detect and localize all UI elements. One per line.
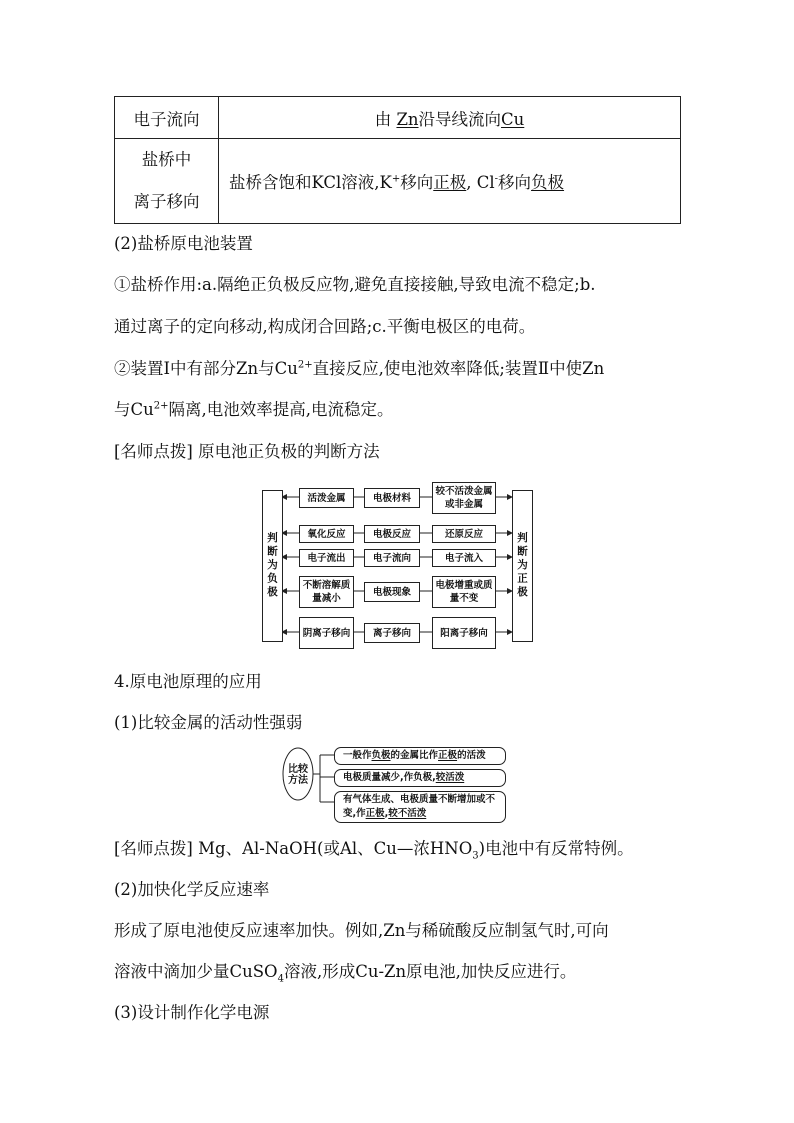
text: 判断为负极	[266, 532, 278, 600]
negative-term: 负极	[531, 173, 565, 192]
paragraph-line: 形成了原电池使反应速率加快。例如,Zn与稀硫酸反应制氢气时,可向	[114, 921, 609, 940]
left-box: 氧化反应	[299, 525, 354, 543]
text: ②装置Ⅰ中有部分Zn与Cu	[114, 359, 298, 378]
text: 正极	[438, 750, 458, 761]
text: 2+	[153, 400, 169, 412]
left-box: 不断溶解质量减小	[299, 576, 354, 608]
text: 2+	[297, 359, 313, 371]
method-circle	[286, 752, 310, 798]
text: +	[391, 173, 401, 185]
mid-box: 电极反应	[364, 525, 420, 543]
text: 移向	[498, 173, 532, 192]
left-box: 活泼金属	[299, 488, 354, 508]
text: 隔离,电池效率提高,电流稳定。	[168, 400, 394, 419]
text: 盐桥含饱和KCl溶液,K	[229, 173, 392, 192]
text: 沿导线流向	[418, 109, 502, 129]
tip-heading	[114, 838, 634, 860]
mid-box: 电极材料	[364, 488, 420, 508]
text: 由	[374, 109, 397, 129]
text-line	[343, 807, 426, 821]
text: 电极质量减少,作负极,	[343, 772, 436, 783]
left-box: 阴离子移向	[299, 617, 354, 649]
method-box-2	[334, 769, 506, 787]
text: -	[494, 173, 499, 185]
right-box: 电极增重或质量不变	[432, 576, 496, 608]
right-box: 还原反应	[432, 525, 496, 543]
text: 的活泼	[457, 750, 486, 761]
left-box: 电子流出	[299, 549, 354, 567]
section-heading: 4.原电池原理的应用	[114, 672, 262, 691]
zn-term: Zn	[396, 109, 419, 129]
text: 变,作	[343, 808, 366, 819]
text: 比较方法	[288, 764, 308, 786]
text: , Cl	[466, 173, 495, 192]
text: 与Cu	[114, 400, 154, 419]
text: )电池中有反常特例。	[478, 839, 634, 858]
text: ,	[384, 808, 389, 819]
text: 的金属比作	[390, 750, 439, 761]
text: 正极	[365, 808, 385, 819]
text: 较活泼	[435, 772, 465, 783]
salt-bridge-label-2: 离子移向	[133, 192, 200, 211]
right-box: 较不活泼金属或非金属	[432, 482, 496, 514]
text: 有气体生成、电极质量不断增加或不	[343, 794, 496, 805]
text: 4	[277, 973, 284, 985]
text: 较不活泼	[388, 808, 427, 819]
tip-heading: [名师点拨] 原电池正负极的判断方法	[114, 442, 380, 461]
text: 负极	[371, 750, 391, 761]
text: 溶液中滴加少量CuSO	[114, 962, 278, 981]
text: 直接反应,使电池效率降低;装置Ⅱ中使Zn	[312, 359, 605, 378]
method-box-3	[334, 791, 506, 823]
mid-box: 离子移向	[364, 623, 420, 643]
paragraph-line: 通过离子的定向移动,构成闭合回路;c.平衡电极区的电荷。	[114, 317, 536, 336]
paragraph-line: ①盐桥作用:a.隔绝正负极反应物,避免直接接触,导致电流不稳定;b.	[114, 275, 596, 294]
text: 一般作	[343, 750, 372, 761]
right-box: 阳离子移向	[432, 617, 496, 649]
section-heading: (2)加快化学反应速率	[114, 880, 270, 899]
method-box-1	[334, 747, 506, 765]
electron-flow-label: 电子流向	[133, 109, 200, 129]
section-heading: (1)比较金属的活动性强弱	[114, 713, 303, 732]
text: 移向	[400, 173, 434, 192]
text: 判断为正极	[516, 532, 528, 600]
text: [名师点拨] Mg、Al-NaOH(或Al、Cu—浓HNO	[114, 839, 473, 858]
cu-term: Cu	[501, 109, 525, 129]
mid-box: 电极现象	[364, 582, 420, 602]
right-box: 电子流入	[432, 549, 496, 567]
paragraph-line	[114, 961, 576, 983]
salt-bridge-label-1: 盐桥中	[141, 150, 192, 169]
text: 溶液,形成Cu-Zn原电池,加快反应进行。	[283, 962, 577, 981]
mid-box: 电子流向	[364, 549, 420, 567]
section-heading: (2)盐桥原电池装置	[114, 234, 253, 253]
section-heading: (3)设计制作化学电源	[114, 1003, 270, 1022]
positive-term: 正极	[433, 173, 467, 192]
text: 3	[472, 850, 479, 862]
